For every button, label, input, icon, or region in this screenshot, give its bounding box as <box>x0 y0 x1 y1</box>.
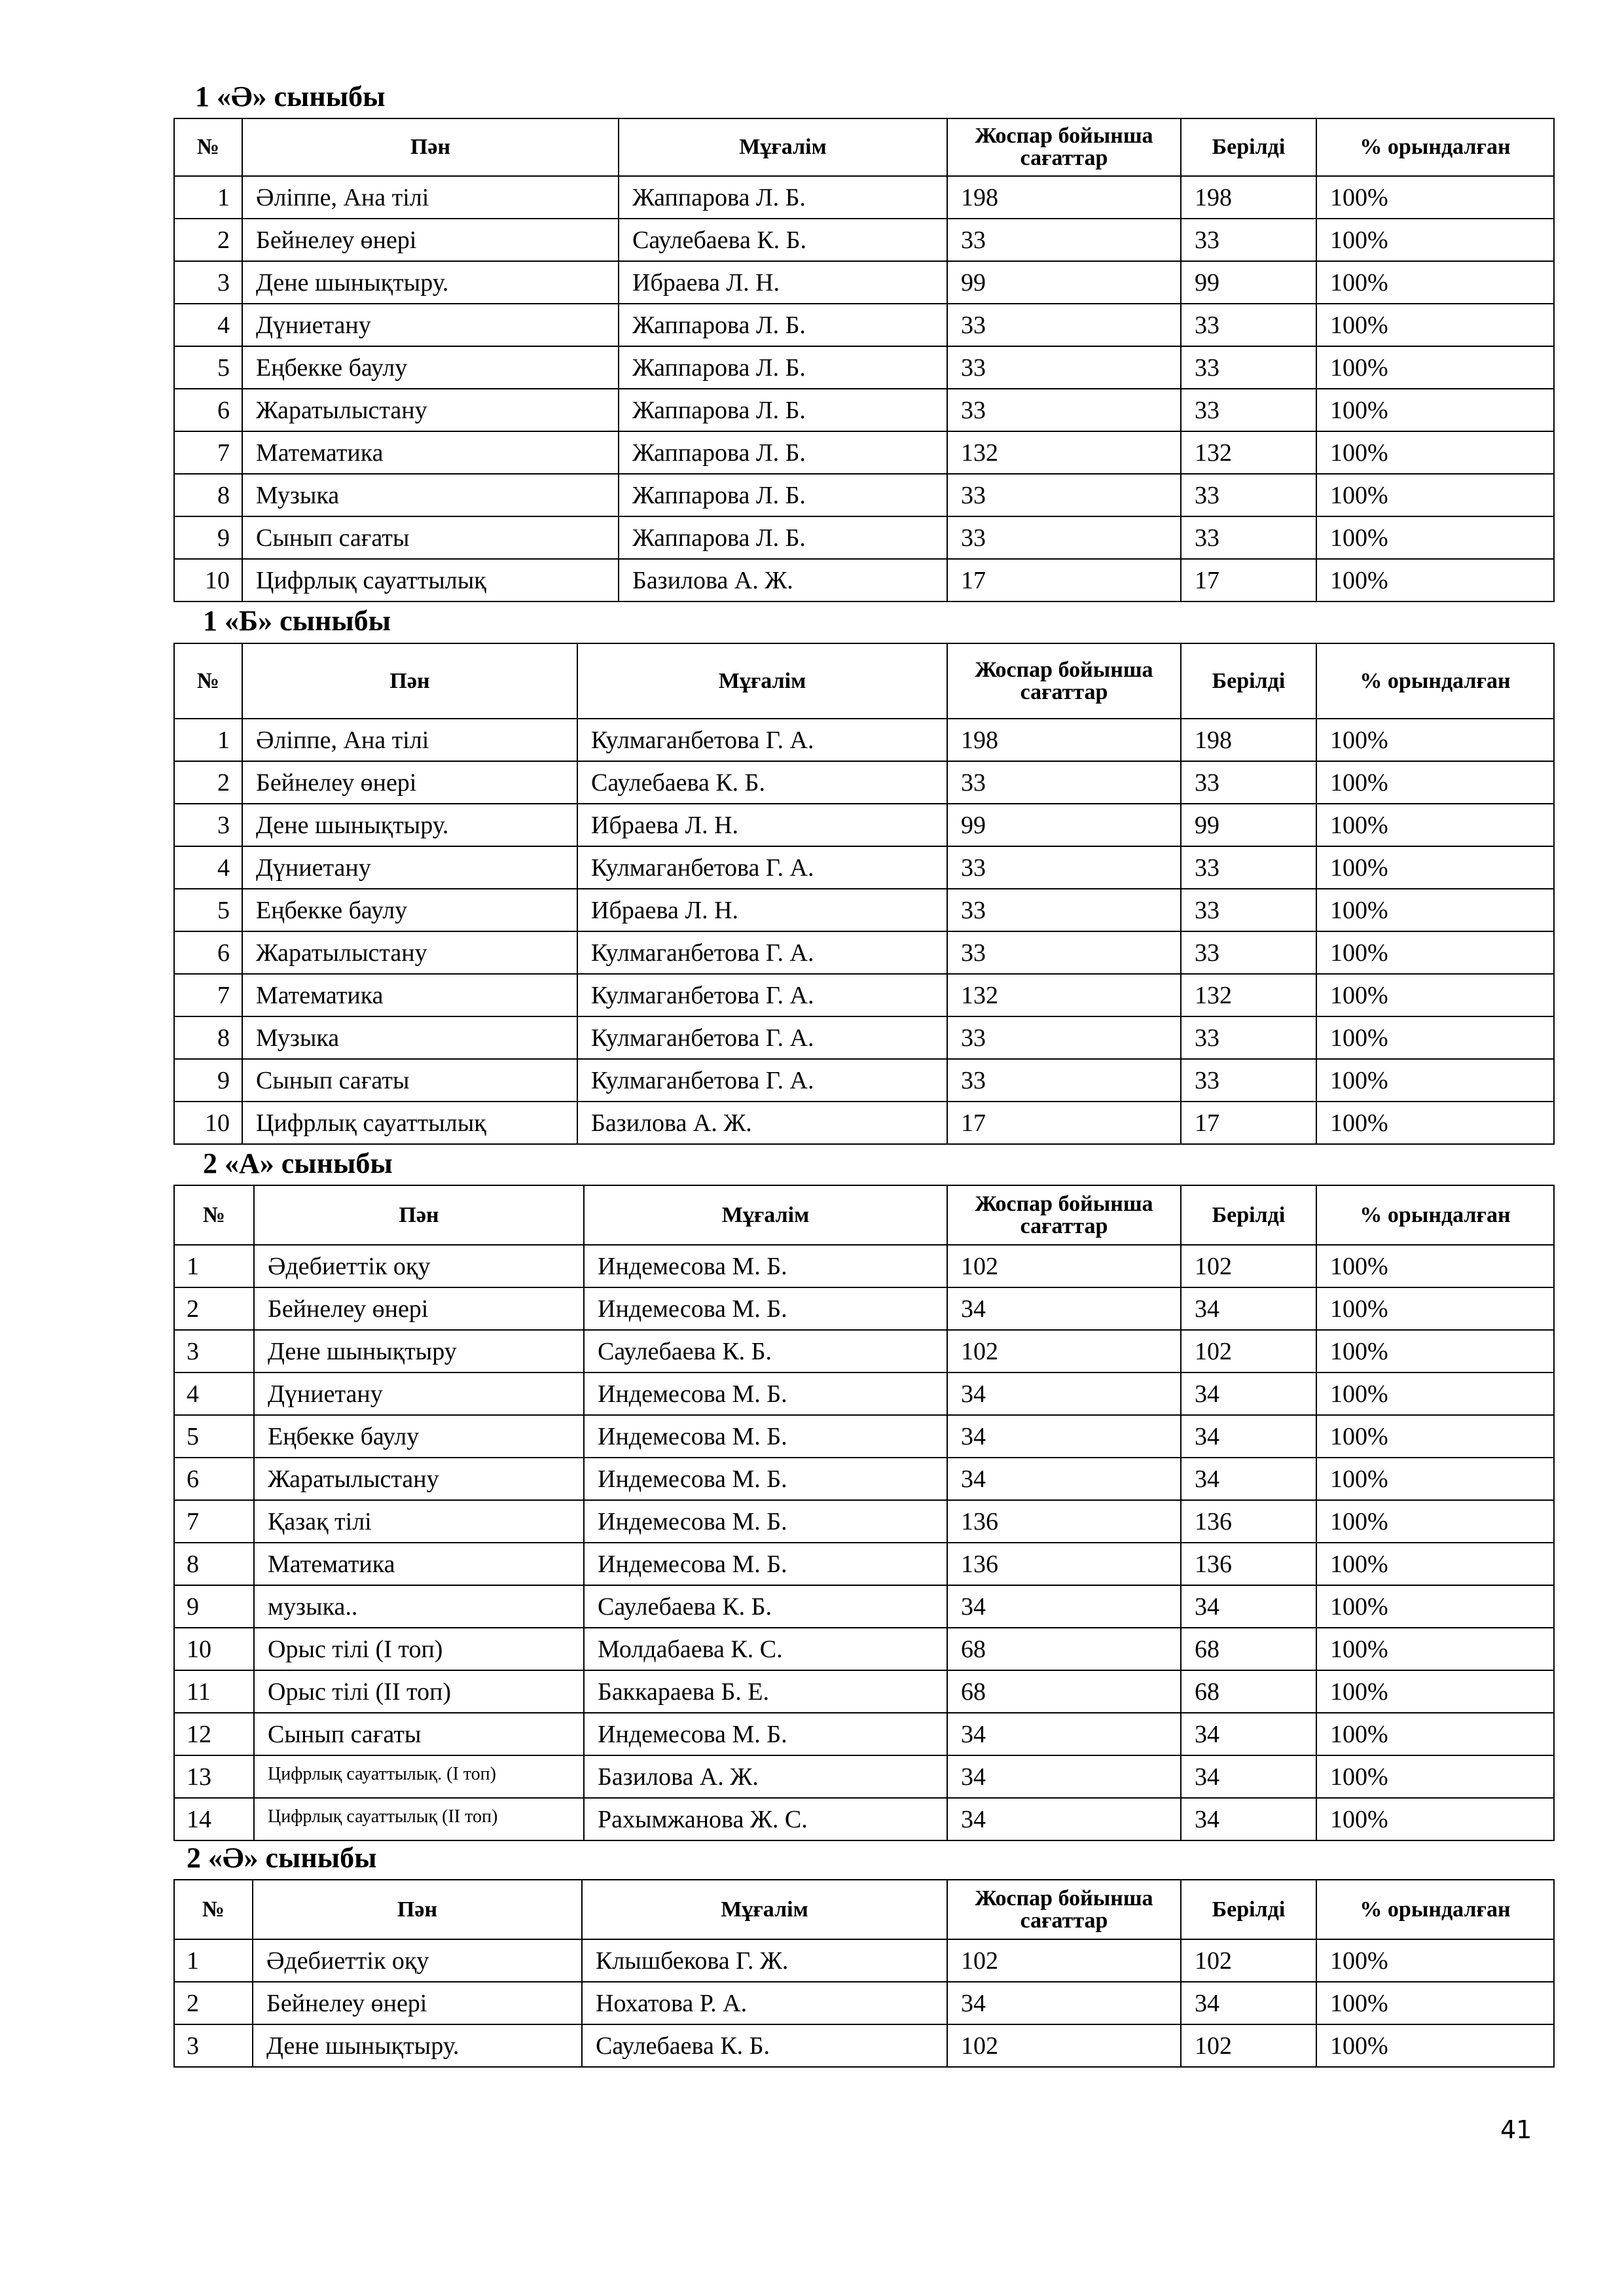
cell-teacher: Жаппарова Л. Б. <box>619 176 947 219</box>
cell-no: 1 <box>174 1245 254 1287</box>
cell-subject: Музыка <box>242 474 619 516</box>
cell-teacher: Жаппарова Л. Б. <box>619 304 947 346</box>
cell-planned: 34 <box>947 1458 1181 1500</box>
cell-no: 9 <box>174 1585 254 1628</box>
cell-planned: 33 <box>947 346 1181 389</box>
cell-subject: Еңбекке баулу <box>254 1415 584 1458</box>
cell-no: 6 <box>174 1458 254 1500</box>
table-1b <box>173 643 1555 1145</box>
cell-percent: 100% <box>1316 931 1554 974</box>
cell-planned: 17 <box>947 559 1181 601</box>
cell-planned: 68 <box>947 1628 1181 1670</box>
cell-teacher: Кулмаганбетова Г. А. <box>577 931 947 974</box>
cell-planned: 34 <box>947 1713 1181 1755</box>
cell-subject: Дене шынықтыру. <box>253 2024 582 2067</box>
cell-percent: 100% <box>1316 1798 1554 1840</box>
cell-given: 68 <box>1181 1628 1316 1670</box>
cell-no: 14 <box>174 1798 254 1840</box>
cell-percent: 100% <box>1316 474 1554 516</box>
cell-no: 13 <box>174 1755 254 1798</box>
cell-percent: 100% <box>1316 1458 1554 1500</box>
table-row <box>174 1102 1554 1144</box>
cell-subject: Сынып сағаты <box>242 516 619 559</box>
cell-subject: Цифрлық сауаттылық <box>242 559 619 601</box>
cell-planned: 68 <box>947 1670 1181 1713</box>
table-row <box>174 931 1554 974</box>
cell-given: 34 <box>1181 1713 1316 1755</box>
cell-subject: Математика <box>254 1543 584 1585</box>
col-header-given: Берілді <box>1181 118 1316 176</box>
cell-teacher: Нохатова Р. А. <box>582 1982 947 2024</box>
cell-subject: Еңбекке баулу <box>242 889 577 931</box>
cell-planned: 33 <box>947 761 1181 804</box>
col-header-given: Берілді <box>1181 1880 1316 1939</box>
cell-subject: музыка.. <box>254 1585 584 1628</box>
cell-subject: Дүниетану <box>242 846 577 889</box>
cell-subject: Жаратылыстану <box>254 1458 584 1500</box>
cell-given: 34 <box>1181 1585 1316 1628</box>
cell-planned: 33 <box>947 389 1181 431</box>
cell-subject: Цифрлық сауаттылық. (І топ) <box>254 1755 584 1798</box>
cell-subject: Бейнелеу өнері <box>253 1982 582 2024</box>
col-header-percent: % орындалған <box>1316 118 1554 176</box>
col-header-teacher: Мұғалім <box>584 1185 947 1245</box>
cell-given: 17 <box>1181 1102 1316 1144</box>
col-header-percent: % орындалған <box>1316 643 1554 719</box>
col-header-planned: Жоспар бойынша сағаттар <box>947 1880 1181 1939</box>
cell-percent: 100% <box>1316 1543 1554 1585</box>
col-header-planned: Жоспар бойынша сағаттар <box>947 643 1181 719</box>
table-row <box>174 1059 1554 1102</box>
cell-planned: 34 <box>947 1585 1181 1628</box>
cell-teacher: Базилова А. Ж. <box>584 1755 947 1798</box>
cell-teacher: Баккараева Б. Е. <box>584 1670 947 1713</box>
cell-subject: Музыка <box>242 1016 577 1059</box>
cell-no: 2 <box>174 1287 254 1330</box>
table-row <box>174 719 1554 761</box>
col-header-given: Берілді <box>1181 643 1316 719</box>
cell-planned: 33 <box>947 304 1181 346</box>
col-header-planned: Жоспар бойынша сағаттар <box>947 118 1181 176</box>
cell-planned: 99 <box>947 261 1181 304</box>
cell-no: 9 <box>174 1059 242 1102</box>
cell-percent: 100% <box>1316 1755 1554 1798</box>
table-row <box>174 1670 1554 1713</box>
cell-subject: Сынып сағаты <box>242 1059 577 1102</box>
cell-percent: 100% <box>1316 176 1554 219</box>
cell-subject: Сынып сағаты <box>254 1713 584 1755</box>
table-row <box>174 1330 1554 1372</box>
cell-percent: 100% <box>1316 2024 1554 2067</box>
cell-given: 34 <box>1181 1798 1316 1840</box>
cell-percent: 100% <box>1316 1016 1554 1059</box>
cell-teacher: Индемесова М. Б. <box>584 1500 947 1543</box>
cell-no: 10 <box>174 559 242 601</box>
page-number: 41 <box>1500 2115 1532 2144</box>
col-header-subject: Пән <box>254 1185 584 1245</box>
cell-given: 33 <box>1181 304 1316 346</box>
cell-given: 33 <box>1181 389 1316 431</box>
cell-planned: 102 <box>947 1245 1181 1287</box>
cell-no: 10 <box>174 1628 254 1670</box>
cell-teacher: Кулмаганбетова Г. А. <box>577 1059 947 1102</box>
col-header-no: № <box>174 1185 254 1245</box>
cell-planned: 136 <box>947 1500 1181 1543</box>
cell-given: 33 <box>1181 516 1316 559</box>
cell-no: 5 <box>174 1415 254 1458</box>
cell-planned: 34 <box>947 1372 1181 1415</box>
cell-given: 33 <box>1181 846 1316 889</box>
cell-percent: 100% <box>1316 761 1554 804</box>
cell-given: 132 <box>1181 431 1316 474</box>
table-row <box>174 2024 1554 2067</box>
cell-planned: 132 <box>947 974 1181 1016</box>
cell-teacher: Саулебаева К. Б. <box>584 1330 947 1372</box>
cell-percent: 100% <box>1316 261 1554 304</box>
cell-no: 6 <box>174 389 242 431</box>
cell-given: 34 <box>1181 1372 1316 1415</box>
cell-given: 33 <box>1181 219 1316 261</box>
cell-teacher: Кулмаганбетова Г. А. <box>577 846 947 889</box>
cell-subject: Цифрлық сауаттылық (ІІ топ) <box>254 1798 584 1840</box>
cell-percent: 100% <box>1316 1585 1554 1628</box>
cell-given: 33 <box>1181 889 1316 931</box>
table-row <box>174 1500 1554 1543</box>
cell-planned: 33 <box>947 474 1181 516</box>
cell-subject: Цифрлық сауаттылық <box>242 1102 577 1144</box>
cell-planned: 102 <box>947 1939 1181 1982</box>
cell-planned: 34 <box>947 1287 1181 1330</box>
col-header-teacher: Мұғалім <box>577 643 947 719</box>
section-title-2ae: 2 «Ә» сыныбы <box>187 1842 377 1874</box>
cell-percent: 100% <box>1316 804 1554 846</box>
cell-planned: 34 <box>947 1982 1181 2024</box>
table-row <box>174 304 1554 346</box>
cell-subject: Әдебиеттік оқу <box>253 1939 582 1982</box>
cell-planned: 102 <box>947 1330 1181 1372</box>
table-row <box>174 846 1554 889</box>
col-header-percent: % орындалған <box>1316 1185 1554 1245</box>
cell-percent: 100% <box>1316 1059 1554 1102</box>
cell-planned: 33 <box>947 1059 1181 1102</box>
cell-given: 132 <box>1181 974 1316 1016</box>
cell-no: 5 <box>174 346 242 389</box>
cell-no: 2 <box>174 761 242 804</box>
cell-given: 34 <box>1181 1287 1316 1330</box>
cell-given: 33 <box>1181 1059 1316 1102</box>
cell-given: 33 <box>1181 346 1316 389</box>
col-header-percent: % орындалған <box>1316 1880 1554 1939</box>
cell-subject: Жаратылыстану <box>242 931 577 974</box>
cell-planned: 33 <box>947 931 1181 974</box>
cell-teacher: Индемесова М. Б. <box>584 1713 947 1755</box>
cell-percent: 100% <box>1316 1287 1554 1330</box>
table-row <box>174 761 1554 804</box>
table-row <box>174 1713 1554 1755</box>
cell-percent: 100% <box>1316 389 1554 431</box>
cell-percent: 100% <box>1316 1670 1554 1713</box>
cell-percent: 100% <box>1316 431 1554 474</box>
cell-subject: Дүниетану <box>254 1372 584 1415</box>
cell-teacher: Индемесова М. Б. <box>584 1287 947 1330</box>
cell-given: 198 <box>1181 719 1316 761</box>
table-row <box>174 1755 1554 1798</box>
cell-no: 1 <box>174 719 242 761</box>
col-header-planned: Жоспар бойынша сағаттар <box>947 1185 1181 1245</box>
cell-no: 8 <box>174 1016 242 1059</box>
section-title-2a: 2 «А» сыныбы <box>203 1147 393 1179</box>
cell-planned: 33 <box>947 846 1181 889</box>
cell-percent: 100% <box>1316 1102 1554 1144</box>
cell-percent: 100% <box>1316 889 1554 931</box>
cell-given: 102 <box>1181 1939 1316 1982</box>
cell-given: 198 <box>1181 176 1316 219</box>
table-row <box>174 1798 1554 1840</box>
cell-no: 11 <box>174 1670 254 1713</box>
table-1a <box>173 118 1555 602</box>
col-header-teacher: Мұғалім <box>619 118 947 176</box>
table-row <box>174 346 1554 389</box>
table-row <box>174 431 1554 474</box>
cell-subject: Әліппе, Ана тілі <box>242 719 577 761</box>
cell-given: 68 <box>1181 1670 1316 1713</box>
table-row <box>174 1415 1554 1458</box>
cell-no: 7 <box>174 431 242 474</box>
cell-no: 3 <box>174 804 242 846</box>
cell-given: 34 <box>1181 1458 1316 1500</box>
cell-subject: Бейнелеу өнері <box>242 219 619 261</box>
table-row <box>174 474 1554 516</box>
cell-subject: Жаратылыстану <box>242 389 619 431</box>
table-header-row <box>174 643 1554 719</box>
table-row <box>174 1628 1554 1670</box>
cell-teacher: Кулмаганбетова Г. А. <box>577 719 947 761</box>
cell-subject: Математика <box>242 431 619 474</box>
cell-subject: Бейнелеу өнері <box>242 761 577 804</box>
cell-teacher: Саулебаева К. Б. <box>584 1585 947 1628</box>
cell-teacher: Базилова А. Ж. <box>577 1102 947 1144</box>
cell-subject: Әдебиеттік оқу <box>254 1245 584 1287</box>
table-row <box>174 219 1554 261</box>
cell-planned: 198 <box>947 719 1181 761</box>
cell-given: 102 <box>1181 1330 1316 1372</box>
cell-percent: 100% <box>1316 719 1554 761</box>
cell-no: 4 <box>174 304 242 346</box>
table-header-row <box>174 118 1554 176</box>
cell-percent: 100% <box>1316 516 1554 559</box>
cell-percent: 100% <box>1316 1245 1554 1287</box>
cell-no: 12 <box>174 1713 254 1755</box>
table-row <box>174 1543 1554 1585</box>
cell-percent: 100% <box>1316 346 1554 389</box>
cell-no: 3 <box>174 2024 253 2067</box>
col-header-given: Берілді <box>1181 1185 1316 1245</box>
table-row <box>174 1939 1554 1982</box>
table-row <box>174 889 1554 931</box>
col-header-no: № <box>174 118 242 176</box>
cell-teacher: Индемесова М. Б. <box>584 1372 947 1415</box>
cell-subject: Еңбекке баулу <box>242 346 619 389</box>
cell-teacher: Индемесова М. Б. <box>584 1458 947 1500</box>
cell-percent: 100% <box>1316 1372 1554 1415</box>
table-row <box>174 389 1554 431</box>
cell-given: 102 <box>1181 2024 1316 2067</box>
cell-percent: 100% <box>1316 1628 1554 1670</box>
col-header-teacher: Мұғалім <box>582 1880 947 1939</box>
table-row <box>174 1372 1554 1415</box>
table-row <box>174 974 1554 1016</box>
cell-no: 3 <box>174 261 242 304</box>
col-header-subject: Пән <box>242 643 577 719</box>
cell-teacher: Индемесова М. Б. <box>584 1415 947 1458</box>
cell-given: 136 <box>1181 1543 1316 1585</box>
cell-given: 34 <box>1181 1415 1316 1458</box>
cell-given: 99 <box>1181 804 1316 846</box>
cell-subject: Математика <box>242 974 577 1016</box>
cell-teacher: Саулебаева К. Б. <box>582 2024 947 2067</box>
cell-teacher: Жаппарова Л. Б. <box>619 431 947 474</box>
table-row <box>174 1287 1554 1330</box>
cell-teacher: Саулебаева К. Б. <box>619 219 947 261</box>
cell-teacher: Молдабаева К. С. <box>584 1628 947 1670</box>
cell-planned: 33 <box>947 219 1181 261</box>
cell-teacher: Кулмаганбетова Г. А. <box>577 1016 947 1059</box>
cell-teacher: Клышбекова Г. Ж. <box>582 1939 947 1982</box>
cell-percent: 100% <box>1316 1500 1554 1543</box>
cell-given: 33 <box>1181 1016 1316 1059</box>
cell-given: 102 <box>1181 1245 1316 1287</box>
cell-teacher: Рахымжанова Ж. С. <box>584 1798 947 1840</box>
cell-no: 4 <box>174 1372 254 1415</box>
cell-no: 3 <box>174 1330 254 1372</box>
cell-given: 136 <box>1181 1500 1316 1543</box>
cell-given: 17 <box>1181 559 1316 601</box>
cell-percent: 100% <box>1316 559 1554 601</box>
cell-planned: 17 <box>947 1102 1181 1144</box>
table-row <box>174 559 1554 601</box>
cell-no: 7 <box>174 974 242 1016</box>
table-row <box>174 261 1554 304</box>
cell-no: 5 <box>174 889 242 931</box>
cell-planned: 34 <box>947 1798 1181 1840</box>
cell-given: 33 <box>1181 931 1316 974</box>
cell-planned: 136 <box>947 1543 1181 1585</box>
table-header-row <box>174 1185 1554 1245</box>
cell-teacher: Ибраева Л. Н. <box>577 889 947 931</box>
cell-teacher: Индемесова М. Б. <box>584 1543 947 1585</box>
cell-teacher: Базилова А. Ж. <box>619 559 947 601</box>
cell-teacher: Жаппарова Л. Б. <box>619 389 947 431</box>
cell-teacher: Кулмаганбетова Г. А. <box>577 974 947 1016</box>
cell-subject: Орыс тілі (І топ) <box>254 1628 584 1670</box>
cell-given: 99 <box>1181 261 1316 304</box>
cell-percent: 100% <box>1316 1330 1554 1372</box>
cell-percent: 100% <box>1316 1713 1554 1755</box>
section-title-1a: 1 «Ә» сыныбы <box>195 81 386 113</box>
cell-subject: Дүниетану <box>242 304 619 346</box>
cell-teacher: Индемесова М. Б. <box>584 1245 947 1287</box>
col-header-subject: Пән <box>253 1880 582 1939</box>
cell-given: 34 <box>1181 1755 1316 1798</box>
cell-no: 2 <box>174 219 242 261</box>
table-row <box>174 1458 1554 1500</box>
table-2a <box>173 1185 1555 1841</box>
col-header-no: № <box>174 643 242 719</box>
cell-percent: 100% <box>1316 1982 1554 2024</box>
cell-given: 33 <box>1181 474 1316 516</box>
table-row <box>174 1585 1554 1628</box>
table-row <box>174 516 1554 559</box>
table-row <box>174 176 1554 219</box>
cell-subject: Дене шынықтыру <box>254 1330 584 1372</box>
cell-percent: 100% <box>1316 304 1554 346</box>
cell-planned: 34 <box>947 1415 1181 1458</box>
col-header-subject: Пән <box>242 118 619 176</box>
cell-teacher: Жаппарова Л. Б. <box>619 516 947 559</box>
cell-no: 6 <box>174 931 242 974</box>
cell-planned: 102 <box>947 2024 1181 2067</box>
cell-teacher: Жаппарова Л. Б. <box>619 346 947 389</box>
cell-percent: 100% <box>1316 1939 1554 1982</box>
cell-percent: 100% <box>1316 974 1554 1016</box>
cell-teacher: Саулебаева К. Б. <box>577 761 947 804</box>
cell-no: 4 <box>174 846 242 889</box>
cell-planned: 132 <box>947 431 1181 474</box>
cell-no: 10 <box>174 1102 242 1144</box>
cell-no: 9 <box>174 516 242 559</box>
cell-planned: 33 <box>947 889 1181 931</box>
cell-planned: 33 <box>947 516 1181 559</box>
cell-no: 7 <box>174 1500 254 1543</box>
table-2ae <box>173 1879 1555 2068</box>
cell-percent: 100% <box>1316 846 1554 889</box>
section-title-1b: 1 «Б» сыныбы <box>203 605 391 637</box>
table-header-row <box>174 1880 1554 1939</box>
cell-no: 8 <box>174 1543 254 1585</box>
table-row <box>174 1982 1554 2024</box>
cell-no: 2 <box>174 1982 253 2024</box>
cell-planned: 198 <box>947 176 1181 219</box>
table-row <box>174 1245 1554 1287</box>
cell-teacher: Жаппарова Л. Б. <box>619 474 947 516</box>
cell-no: 1 <box>174 1939 253 1982</box>
cell-given: 34 <box>1181 1982 1316 2024</box>
cell-planned: 33 <box>947 1016 1181 1059</box>
cell-given: 33 <box>1181 761 1316 804</box>
cell-teacher: Ибраева Л. Н. <box>577 804 947 846</box>
cell-percent: 100% <box>1316 1415 1554 1458</box>
cell-subject: Орыс тілі (ІІ топ) <box>254 1670 584 1713</box>
cell-subject: Қазақ тілі <box>254 1500 584 1543</box>
table-row <box>174 1016 1554 1059</box>
cell-subject: Бейнелеу өнері <box>254 1287 584 1330</box>
cell-subject: Дене шынықтыру. <box>242 804 577 846</box>
cell-no: 1 <box>174 176 242 219</box>
cell-subject: Әліппе, Ана тілі <box>242 176 619 219</box>
cell-subject: Дене шынықтыру. <box>242 261 619 304</box>
cell-planned: 34 <box>947 1755 1181 1798</box>
cell-no: 8 <box>174 474 242 516</box>
col-header-no: № <box>174 1880 253 1939</box>
table-row <box>174 804 1554 846</box>
cell-percent: 100% <box>1316 219 1554 261</box>
cell-teacher: Ибраева Л. Н. <box>619 261 947 304</box>
cell-planned: 99 <box>947 804 1181 846</box>
